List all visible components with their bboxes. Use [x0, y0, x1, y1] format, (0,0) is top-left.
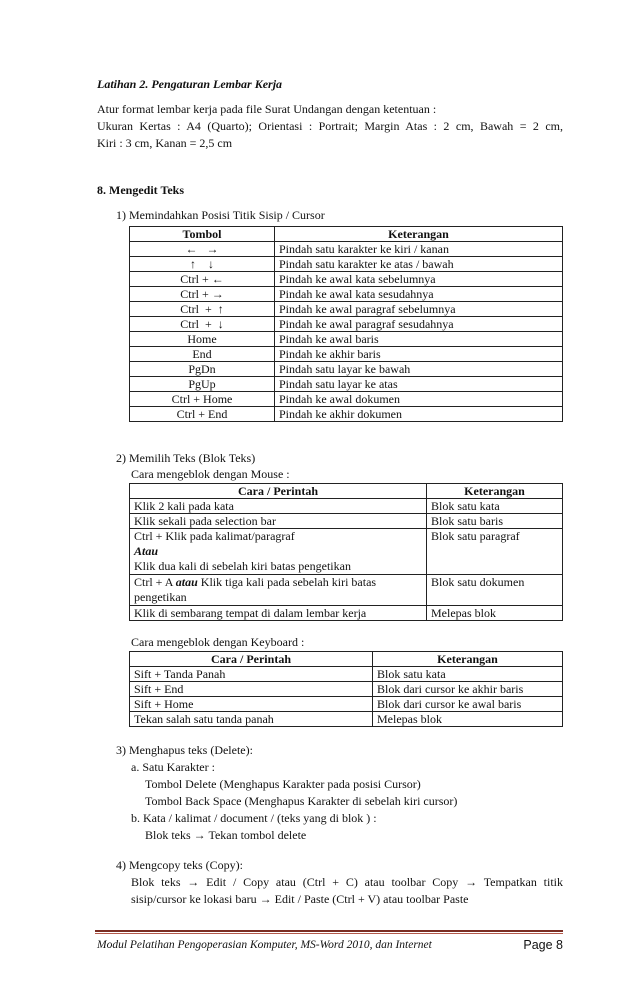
table-cell: Klik 2 kali pada kata: [130, 499, 427, 514]
table-header: Tombol: [130, 227, 275, 242]
description-cell: Pindah satu layar ke bawah: [275, 362, 563, 377]
description-cell: Pindah ke awal baris: [275, 332, 563, 347]
table-row: [130, 377, 563, 392]
section-heading: 8. Mengedit Teks: [97, 183, 185, 197]
table-row: [130, 392, 563, 407]
exercise-line-1: Atur format lembar kerja pada file Surat Undangan dengan ketentuan :: [97, 102, 437, 116]
table-cell: Blok dari cursor ke akhir baris: [373, 682, 563, 697]
key-cell: Ctrl + End: [130, 407, 275, 422]
table-row: [130, 347, 563, 362]
key-cell: Ctrl + Home: [130, 392, 275, 407]
footer-title: Modul Pelatihan Pengoperasian Komputer, MS-Word 2010, dan Internet: [97, 939, 432, 951]
description-cell: Pindah ke awal paragraf sesudahnya: [275, 317, 563, 332]
table-header: Cara / Perintah: [130, 484, 427, 499]
table-row: [130, 682, 563, 697]
table-row: [130, 514, 563, 529]
description-cell: Pindah satu karakter ke atas / bawah: [275, 257, 563, 272]
table-row: [130, 407, 563, 422]
table-row: [130, 712, 563, 727]
description-cell: Pindah satu layar ke atas: [275, 377, 563, 392]
table-cell: Klik di sembarang tempat di dalam lembar kerja: [130, 606, 427, 621]
exercise-title: Latihan 2. Pengaturan Lembar Kerja: [97, 77, 283, 91]
footer-rule-thin: [95, 933, 563, 934]
table-row: [130, 362, 563, 377]
description-cell: Pindah ke awal kata sesudahnya: [275, 287, 563, 302]
description-cell: Pindah ke akhir dokumen: [275, 407, 563, 422]
item-2-title: 2) Memilih Teks (Blok Teks): [116, 451, 256, 465]
table-row: [130, 302, 563, 317]
table-row: [130, 287, 563, 302]
item-3b-title: b. Kata / kalimat / document / (teks yang di blok ) :: [131, 811, 377, 825]
table-cell: Melepas blok: [427, 606, 563, 621]
table-header: Keterangan: [275, 227, 563, 242]
key-cell: End: [130, 347, 275, 362]
table-row: [130, 317, 563, 332]
key-cell: PgDn: [130, 362, 275, 377]
description-cell: Pindah ke awal paragraf sebelumnya: [275, 302, 563, 317]
table-header: Keterangan: [427, 484, 563, 499]
table-row: [130, 606, 563, 621]
table-row: [130, 499, 563, 514]
mouse-block-table: [129, 483, 563, 621]
table-header: Keterangan: [373, 652, 563, 667]
item-4-line-2: sisip/cursor ke lokasi baru → Edit / Paste (Ctrl + V) atau toolbar Paste: [131, 892, 469, 906]
table-cell: Tekan salah satu tanda panah: [130, 712, 373, 727]
table-row: [130, 242, 563, 257]
table-row: [130, 667, 563, 682]
key-cell: ← →: [130, 242, 275, 257]
table-row: [130, 529, 563, 575]
item-4-title: 4) Mengcopy teks (Copy):: [116, 858, 243, 872]
key-cell: PgUp: [130, 377, 275, 392]
table-cell: Sift + End: [130, 682, 373, 697]
table-cell: Blok dari cursor ke awal baris: [373, 697, 563, 712]
description-cell: Pindah ke awal kata sebelumnya: [275, 272, 563, 287]
footer-rule: [95, 930, 563, 932]
cell-part-atau: atau: [175, 575, 198, 589]
table-row: [130, 332, 563, 347]
item-3a-line-2: Tombol Back Space (Menghapus Karakter di sebelah kiri cursor): [145, 794, 458, 808]
table-row: [130, 257, 563, 272]
table-cell: Sift + Tanda Panah: [130, 667, 373, 682]
cursor-keys-table: [129, 226, 563, 422]
table-cell: Sift + Home: [130, 697, 373, 712]
cell-line-atau: Atau: [134, 544, 159, 558]
cell-part: Ctrl + A: [134, 575, 176, 589]
cell-part: Klik tiga kali pada sebelah kiri batas pengetikan: [134, 575, 377, 604]
table-cell: Blok satu kata: [427, 499, 563, 514]
key-cell: Home: [130, 332, 275, 347]
key-cell: Ctrl + ↓: [130, 317, 275, 332]
cell-line: Klik dua kali di sebelah kiri batas pengetikan: [134, 559, 351, 573]
table-row: [130, 272, 563, 287]
table-cell: [130, 575, 427, 606]
table-header: Cara / Perintah: [130, 652, 373, 667]
table-row: [130, 575, 563, 606]
key-cell: Ctrl + ←: [130, 272, 275, 287]
exercise-line-3: Kiri : 3 cm, Kanan = 2,5 cm: [97, 136, 233, 150]
table-cell: Klik sekali pada selection bar: [130, 514, 427, 529]
exercise-line-2: Ukuran Kertas : A4 (Quarto); Orientasi : Portrait; Margin Atas : 2 cm, Bawah = 2 cm,: [97, 119, 563, 133]
item-3a-line-1: Tombol Delete (Menghapus Karakter pada posisi Cursor): [145, 777, 421, 791]
item-3a-title: a. Satu Karakter :: [131, 760, 215, 774]
table-row: [130, 697, 563, 712]
item-3b-line-1: Blok teks → Tekan tombol delete: [145, 828, 307, 842]
keyboard-block-table: [129, 651, 563, 727]
page-number: Page 8: [523, 938, 563, 952]
cell-line: Ctrl + Klik pada kalimat/paragraf: [134, 529, 295, 543]
description-cell: Pindah ke awal dokumen: [275, 392, 563, 407]
table-cell: Blok satu paragraf: [427, 529, 563, 575]
item-1-title: 1) Memindahkan Posisi Titik Sisip / Cursor: [116, 208, 325, 222]
keyboard-intro: Cara mengeblok dengan Keyboard :: [131, 635, 305, 649]
mouse-intro: Cara mengeblok dengan Mouse :: [131, 467, 290, 481]
table-cell: [130, 529, 427, 575]
key-cell: Ctrl + ↑: [130, 302, 275, 317]
table-cell: Blok satu baris: [427, 514, 563, 529]
description-cell: Pindah ke akhir baris: [275, 347, 563, 362]
item-4-line-1: Blok teks → Edit / Copy atau (Ctrl + C) atau toolbar Copy → Tempatkan titik: [131, 875, 563, 889]
key-cell: Ctrl + →: [130, 287, 275, 302]
description-cell: Pindah satu karakter ke kiri / kanan: [275, 242, 563, 257]
table-cell: Melepas blok: [373, 712, 563, 727]
item-3-title: 3) Menghapus teks (Delete):: [116, 743, 253, 757]
table-cell: Blok satu kata: [373, 667, 563, 682]
table-cell: Blok satu dokumen: [427, 575, 563, 606]
key-cell: ↑ ↓: [130, 257, 275, 272]
